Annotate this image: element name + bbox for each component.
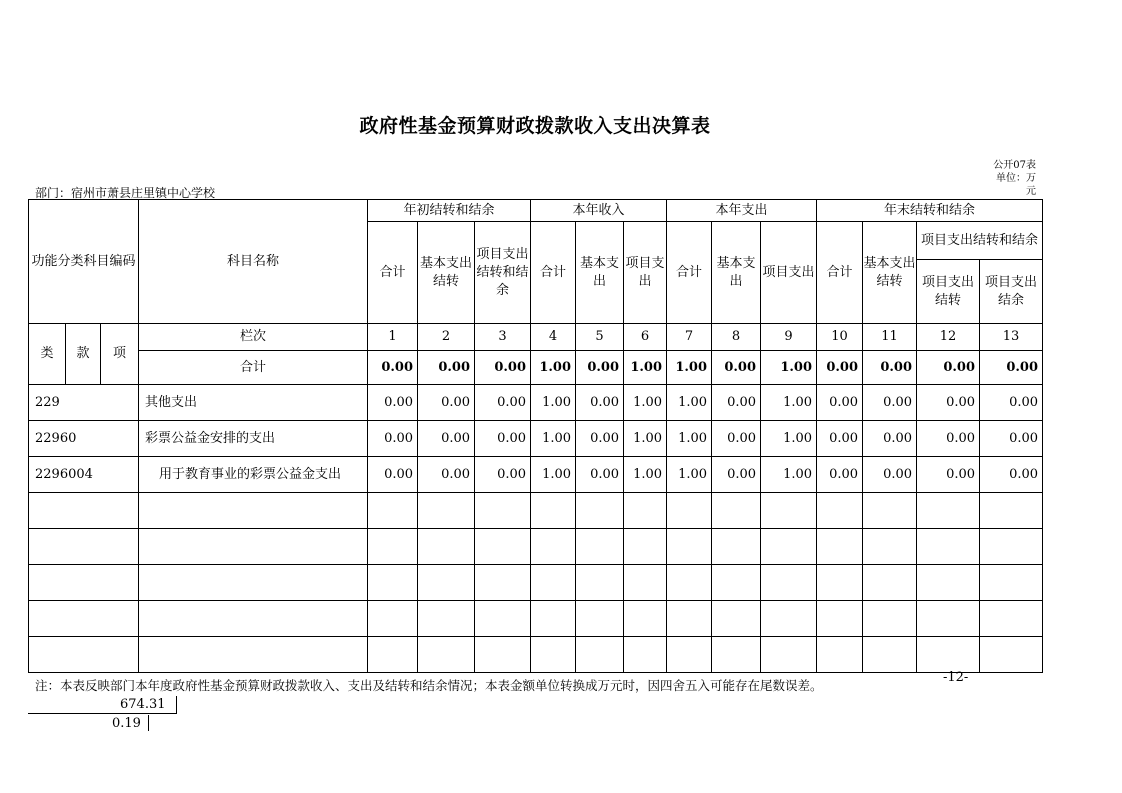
total-value: 0.00 (917, 351, 980, 385)
empty-cell (917, 637, 980, 673)
column-number: 5 (576, 324, 624, 351)
row-value: 1.00 (531, 421, 576, 457)
total-value: 1.00 (761, 351, 817, 385)
empty-cell (712, 565, 761, 601)
row-value: 0.00 (980, 457, 1043, 493)
row-value: 1.00 (667, 457, 712, 493)
row-value: 1.00 (624, 421, 667, 457)
column-number: 6 (624, 324, 667, 351)
end-project-surplus-header: 项目支出结余 (980, 260, 1043, 324)
empty-cell (667, 565, 712, 601)
empty-cell (531, 529, 576, 565)
empty-row (29, 565, 1043, 601)
empty-cell (917, 601, 980, 637)
empty-cell (863, 601, 917, 637)
row-value: 0.00 (980, 421, 1043, 457)
unit-line-1: 单位：万 (996, 173, 1036, 184)
empty-cell (980, 529, 1043, 565)
total-value: 1.00 (531, 351, 576, 385)
empty-cell (418, 637, 475, 673)
department-label: 部门：宿州市萧县庄里镇中心学校 (35, 186, 216, 200)
column-number: 9 (761, 324, 817, 351)
table-row (29, 385, 1043, 421)
empty-cell (531, 493, 576, 529)
divider-line (176, 696, 177, 714)
empty-cell (531, 637, 576, 673)
total-value: 0.00 (817, 351, 863, 385)
income-project-header: 项目支出 (624, 222, 667, 324)
column-number: 10 (817, 324, 863, 351)
begin-project-header: 项目支出结转和结余 (475, 222, 531, 324)
row-value: 0.00 (817, 457, 863, 493)
stray-number-2: 0.19 (112, 716, 141, 731)
column-number: 8 (712, 324, 761, 351)
empty-cell (817, 529, 863, 565)
row-value: 1.00 (624, 385, 667, 421)
row-value: 0.00 (576, 457, 624, 493)
xiang-header: 项 (101, 324, 139, 385)
row-value: 0.00 (863, 457, 917, 493)
empty-cell (712, 493, 761, 529)
empty-cell (863, 529, 917, 565)
row-value: 0.00 (863, 421, 917, 457)
empty-cell (475, 529, 531, 565)
begin-total-header: 合计 (368, 222, 418, 324)
empty-cell (624, 529, 667, 565)
empty-cell (139, 601, 368, 637)
empty-cell (667, 529, 712, 565)
column-number: 11 (863, 324, 917, 351)
total-row-label: 合计 (139, 351, 368, 385)
empty-cell (917, 565, 980, 601)
row-name: 用于教育事业的彩票公益金支出 (139, 457, 368, 493)
empty-cell (917, 493, 980, 529)
empty-cell (624, 637, 667, 673)
empty-row (29, 493, 1043, 529)
stray-number-1: 674.31 (120, 697, 166, 712)
end-project-carry-header: 项目支出结转 (917, 260, 980, 324)
empty-cell (576, 601, 624, 637)
empty-cell (368, 565, 418, 601)
total-value: 0.00 (712, 351, 761, 385)
empty-cell (817, 565, 863, 601)
empty-cell (667, 637, 712, 673)
footnote: 注：本表反映部门本年度政府性基金预算财政拨款收入、支出及结转和结余情况；本表金额单位转换成万元时，因四舍五入可能存在尾数误差。 (35, 678, 823, 693)
empty-cell (29, 637, 139, 673)
row-value: 0.00 (917, 385, 980, 421)
budget-table (28, 199, 1043, 673)
empty-cell (418, 565, 475, 601)
empty-row (29, 637, 1043, 673)
row-value: 0.00 (712, 457, 761, 493)
income-total-header: 合计 (531, 222, 576, 324)
empty-cell (980, 601, 1043, 637)
row-code: 229 (29, 385, 139, 421)
row-value: 0.00 (368, 457, 418, 493)
empty-cell (712, 601, 761, 637)
row-value: 0.00 (418, 457, 475, 493)
end-total-header: 合计 (817, 222, 863, 324)
empty-cell (576, 529, 624, 565)
row-value: 0.00 (980, 385, 1043, 421)
row-value: 0.00 (917, 457, 980, 493)
empty-cell (475, 493, 531, 529)
total-value: 0.00 (475, 351, 531, 385)
empty-cell (624, 565, 667, 601)
empty-cell (761, 493, 817, 529)
column-number: 12 (917, 324, 980, 351)
empty-cell (576, 637, 624, 673)
empty-cell (863, 565, 917, 601)
row-value: 1.00 (761, 457, 817, 493)
row-value: 0.00 (368, 385, 418, 421)
total-value: 0.00 (980, 351, 1043, 385)
column-number: 13 (980, 324, 1043, 351)
row-value: 1.00 (667, 385, 712, 421)
total-value: 0.00 (418, 351, 475, 385)
empty-row (29, 529, 1043, 565)
group-begin-header: 年初结转和结余 (368, 200, 531, 222)
row-value: 0.00 (418, 385, 475, 421)
end-basic-header: 基本支出结转 (863, 222, 917, 324)
expense-total-header: 合计 (667, 222, 712, 324)
total-value: 1.00 (624, 351, 667, 385)
row-value: 1.00 (761, 421, 817, 457)
row-name: 彩票公益金安排的支出 (139, 421, 368, 457)
lanci-header: 栏次 (139, 324, 368, 351)
row-value: 0.00 (418, 421, 475, 457)
row-value: 0.00 (475, 421, 531, 457)
empty-cell (817, 637, 863, 673)
empty-cell (29, 565, 139, 601)
row-value: 0.00 (368, 421, 418, 457)
empty-cell (418, 601, 475, 637)
total-value: 1.00 (667, 351, 712, 385)
empty-cell (863, 493, 917, 529)
page-title: 政府性基金预算财政拨款收入支出决算表 (359, 115, 711, 137)
empty-cell (817, 493, 863, 529)
empty-cell (917, 529, 980, 565)
empty-cell (761, 529, 817, 565)
column-number: 7 (667, 324, 712, 351)
kuan-header: 款 (66, 324, 101, 385)
divider-line (148, 715, 149, 731)
row-value: 0.00 (863, 385, 917, 421)
empty-cell (980, 637, 1043, 673)
column-number: 1 (368, 324, 418, 351)
unit-line-2: 元 (1026, 186, 1036, 197)
row-value: 0.00 (576, 385, 624, 421)
column-number: 2 (418, 324, 475, 351)
empty-cell (624, 493, 667, 529)
begin-basic-header: 基本支出结转 (418, 222, 475, 324)
empty-cell (368, 637, 418, 673)
row-value: 0.00 (475, 385, 531, 421)
group-expense-header: 本年支出 (667, 200, 817, 222)
empty-cell (531, 601, 576, 637)
row-code: 22960 (29, 421, 139, 457)
empty-cell (667, 493, 712, 529)
total-value: 0.00 (863, 351, 917, 385)
empty-cell (761, 637, 817, 673)
empty-cell (475, 565, 531, 601)
empty-cell (418, 493, 475, 529)
empty-row (29, 601, 1043, 637)
empty-cell (29, 529, 139, 565)
income-basic-header: 基本支出 (576, 222, 624, 324)
empty-cell (368, 493, 418, 529)
total-value: 0.00 (368, 351, 418, 385)
row-code: 2296004 (29, 457, 139, 493)
row-value: 1.00 (624, 457, 667, 493)
empty-cell (368, 601, 418, 637)
empty-cell (475, 637, 531, 673)
table-row (29, 457, 1043, 493)
empty-cell (712, 637, 761, 673)
empty-cell (817, 601, 863, 637)
empty-cell (139, 529, 368, 565)
lei-header: 类 (29, 324, 66, 385)
row-value: 0.00 (712, 385, 761, 421)
empty-cell (863, 637, 917, 673)
empty-cell (980, 565, 1043, 601)
row-value: 1.00 (761, 385, 817, 421)
code-header: 功能分类科目编码 (29, 200, 139, 324)
row-value: 1.00 (531, 457, 576, 493)
row-value: 0.00 (817, 421, 863, 457)
column-number: 3 (475, 324, 531, 351)
empty-cell (418, 529, 475, 565)
row-value: 1.00 (667, 421, 712, 457)
table-row (29, 421, 1043, 457)
end-project-group-header: 项目支出结转和结余 (917, 222, 1043, 260)
form-code-block (993, 159, 1036, 198)
row-value: 1.00 (531, 385, 576, 421)
empty-cell (624, 601, 667, 637)
empty-cell (576, 565, 624, 601)
empty-cell (761, 565, 817, 601)
empty-cell (368, 529, 418, 565)
empty-cell (29, 493, 139, 529)
row-value: 0.00 (817, 385, 863, 421)
empty-cell (531, 565, 576, 601)
empty-cell (980, 493, 1043, 529)
empty-cell (576, 493, 624, 529)
expense-basic-header: 基本支出 (712, 222, 761, 324)
page-number: -12- (943, 670, 969, 685)
empty-cell (29, 601, 139, 637)
empty-cell (761, 601, 817, 637)
empty-cell (712, 529, 761, 565)
expense-project-header: 项目支出 (761, 222, 817, 324)
row-value: 0.00 (576, 421, 624, 457)
group-end-header: 年末结转和结余 (817, 200, 1043, 222)
column-number: 4 (531, 324, 576, 351)
total-value: 0.00 (576, 351, 624, 385)
empty-cell (139, 637, 368, 673)
group-income-header: 本年收入 (531, 200, 667, 222)
row-value: 0.00 (712, 421, 761, 457)
empty-cell (667, 601, 712, 637)
row-value: 0.00 (475, 457, 531, 493)
empty-cell (139, 565, 368, 601)
empty-cell (475, 601, 531, 637)
divider-line (28, 713, 176, 714)
form-code: 公开07表 (993, 160, 1036, 171)
row-value: 0.00 (917, 421, 980, 457)
name-header: 科目名称 (139, 200, 368, 324)
empty-cell (139, 493, 368, 529)
row-name: 其他支出 (139, 385, 368, 421)
